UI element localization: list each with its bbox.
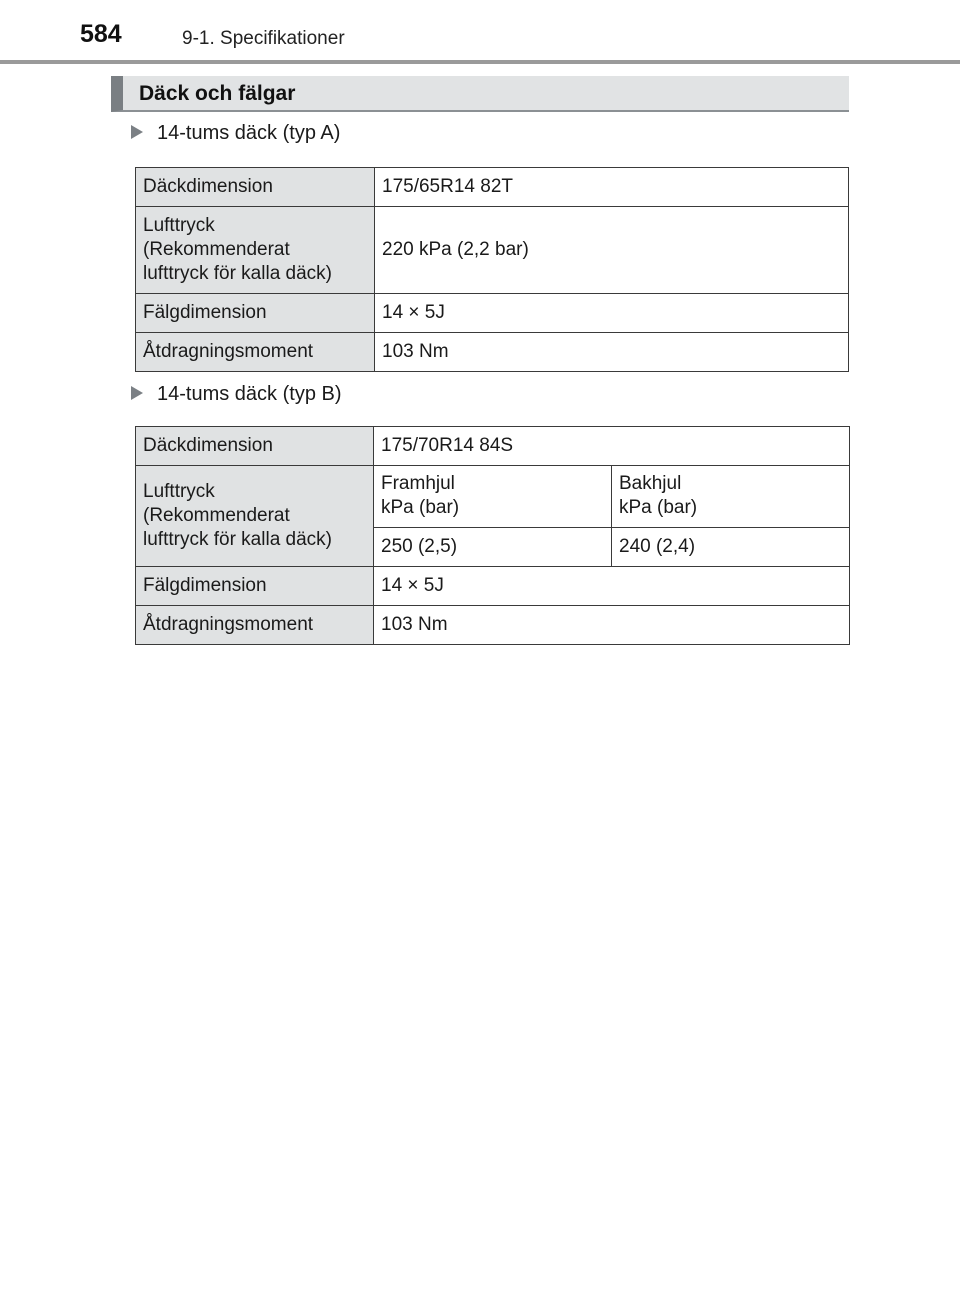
spec-table-type-a	[135, 167, 849, 372]
table-row	[136, 168, 849, 207]
row-label: Lufttryck (Rekommenderat lufttryck för kalla däck)	[136, 207, 375, 294]
table-row	[136, 606, 850, 645]
row-value: 175/65R14 82T	[375, 168, 849, 207]
header-rule	[0, 60, 960, 64]
page-number: 584	[80, 20, 122, 48]
row-label: Lufttryck (Rekommenderat lufttryck för kalla däck)	[136, 466, 374, 567]
arrow-right-icon	[131, 386, 143, 400]
chapter-title: 9-1. Specifikationer	[182, 28, 345, 49]
row-value: 220 kPa (2,2 bar)	[375, 207, 849, 294]
rear-wheel-value: 240 (2,4)	[612, 528, 850, 567]
table-row	[136, 294, 849, 333]
table-row	[136, 207, 849, 294]
section-heading-bar	[111, 76, 849, 112]
row-label: Däckdimension	[136, 168, 375, 207]
arrow-right-icon	[131, 125, 143, 139]
row-label: Åtdragningsmoment	[136, 606, 374, 645]
table-row	[136, 466, 850, 528]
row-value: 103 Nm	[375, 333, 849, 372]
row-value: 175/70R14 84S	[374, 427, 850, 466]
table-row	[136, 333, 849, 372]
row-label: Åtdragningsmoment	[136, 333, 375, 372]
table-row	[136, 427, 850, 466]
row-label: Däckdimension	[136, 427, 374, 466]
row-value: 14 × 5J	[375, 294, 849, 333]
section-title: Däck och fälgar	[139, 82, 296, 105]
subheading-text: 14-tums däck (typ A)	[157, 122, 341, 144]
subheading-text: 14-tums däck (typ B)	[157, 383, 342, 405]
page-header	[0, 0, 960, 64]
subheading-tire-type-a	[131, 122, 340, 145]
row-label: Fälgdimension	[136, 294, 375, 333]
row-value: 103 Nm	[374, 606, 850, 645]
row-value: 14 × 5J	[374, 567, 850, 606]
subheading-tire-type-b	[131, 383, 342, 406]
rear-wheel-header: Bakhjul kPa (bar)	[612, 466, 850, 528]
spec-table-type-b	[135, 426, 850, 645]
table-row	[136, 567, 850, 606]
row-label: Fälgdimension	[136, 567, 374, 606]
front-wheel-value: 250 (2,5)	[374, 528, 612, 567]
front-wheel-header: Framhjul kPa (bar)	[374, 466, 612, 528]
